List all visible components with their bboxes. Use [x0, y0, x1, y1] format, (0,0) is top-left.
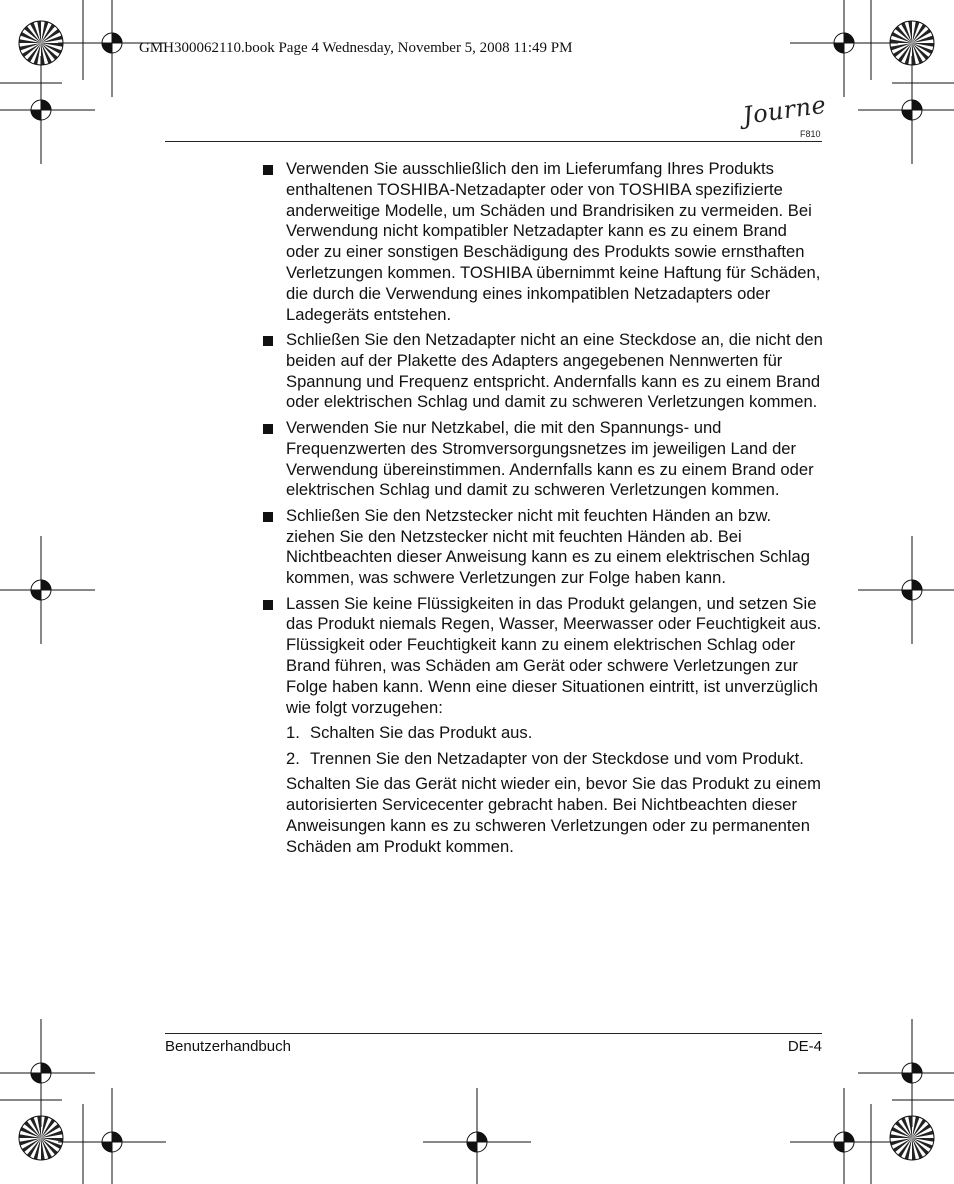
- list-item: [262, 418, 824, 501]
- list-item: [262, 159, 824, 325]
- product-model: F810: [800, 129, 821, 139]
- registration-target-icon: [858, 56, 954, 164]
- step-number: 2.: [286, 748, 300, 768]
- square-bullet-icon: [263, 600, 273, 610]
- list-item: [262, 594, 824, 858]
- registration-target-icon: [858, 1019, 954, 1127]
- list-item: [262, 330, 824, 413]
- square-bullet-icon: [263, 424, 273, 434]
- list-item-text: Schließen Sie den Netzstecker nicht mit feuchten Händen an bzw. ziehen Sie den Netzstecker nicht mit feuchten Händen ab. Bei Nichtbeachten dieser Anweisung kann es zu einem elektrischen Schlag kommen, was schwere Verletzungen zur Folge haben kann.: [286, 505, 810, 588]
- star-target-icon: [19, 1116, 63, 1160]
- page-number: DE-4: [787, 1038, 822, 1055]
- footer-rule: [165, 1033, 822, 1034]
- registration-target-icon: [0, 1019, 95, 1127]
- main-content: [262, 159, 824, 862]
- square-bullet-icon: [263, 336, 273, 346]
- list-item-text: Verwenden Sie ausschließlich den im Lieferumfang Ihres Produkts enthaltenen TOSHIBA-Netzadapter oder von TOSHIBA spezifizierte anderweitige Modelle, um Schäden und Brandrisiken zu vermeiden. Bei Verwendung nicht kompatibler Netzadapter kann es zu einem Brand oder zu einer sonstigen Beschädigung des Produkts sowie ernsthaften Verletzungen kommen. TOSHIBA übernimmt keine Haftung für Schäden, die durch die Verwendung eines inkompatiblen Netzadapters oder Ladegeräts entstehen.: [286, 159, 821, 324]
- registration-target-icon: [858, 536, 954, 644]
- star-target-icon: [19, 21, 63, 65]
- step-item: [286, 749, 824, 770]
- square-bullet-icon: [263, 512, 273, 522]
- registration-target-icon: [0, 536, 95, 644]
- step-number: 1.: [286, 723, 300, 743]
- registration-target-icon: [790, 1088, 898, 1184]
- registration-target-icon: [423, 1088, 531, 1184]
- registration-target-icon: [0, 56, 95, 164]
- print-header: GMH300062110.book Page 4 Wednesday, November 5, 2008 11:49 PM: [139, 40, 573, 56]
- step-item: [286, 723, 824, 744]
- footer-title: Benutzerhandbuch: [165, 1038, 291, 1055]
- list-item-text: Schließen Sie den Netzadapter nicht an eine Steckdose an, die nicht den beiden auf der Plakette des Adapters angegebenen Nennwerten für Spannung und Frequenz entspricht. Andernfalls kann es zu einem Brand oder elektrischen Schlag und damit zu schweren Verletzungen kommen.: [286, 330, 823, 412]
- step-text: Trennen Sie den Netzadapter von der Steckdose und vom Produkt.: [310, 748, 804, 768]
- registration-target-icon: [58, 1088, 166, 1184]
- star-target-icon: [890, 21, 934, 65]
- list-item-text: Verwenden Sie nur Netzkabel, die mit den Spannungs- und Frequenzwerten des Stromversorgungsnetzes im jeweiligen Land der Verwendung übereinstimmen. Andernfalls kann es zu einem Brand oder elektrischen Schlag und damit zu schweren Verletzungen kommen.: [286, 417, 814, 500]
- square-bullet-icon: [263, 165, 273, 175]
- numbered-steps: [286, 723, 824, 769]
- step-text: Schalten Sie das Produkt aus.: [310, 723, 533, 743]
- warning-note: Schalten Sie das Gerät nicht wieder ein, bevor Sie das Produkt zu einem autorisierten Servicecenter gebracht haben. Bei Nichtbeachten dieser Anweisungen kann es zu schweren Verletzungen oder zu permanenten Schäden am Produkt kommen.: [286, 774, 821, 856]
- star-target-icon: [890, 1116, 934, 1160]
- list-item: [262, 506, 824, 589]
- header-rule: [165, 141, 822, 142]
- registration-target-icon: [790, 0, 898, 97]
- list-item-text: Lassen Sie keine Flüssigkeiten in das Produkt gelangen, und setzen Sie das Produkt niemals Regen, Wasser, Meerwasser oder Feuchtigkeit aus. Flüssigkeit oder Feuchtigkeit kann zu einem elektrischen Schlag oder Brand führen, was Schäden am Gerät oder schwere Verletzungen zur Folge haben kann. Wenn eine dieser Situationen eintritt, ist unverzüglich wie folgt vorzugehen:: [286, 593, 822, 717]
- product-logo: Journe: [741, 90, 828, 130]
